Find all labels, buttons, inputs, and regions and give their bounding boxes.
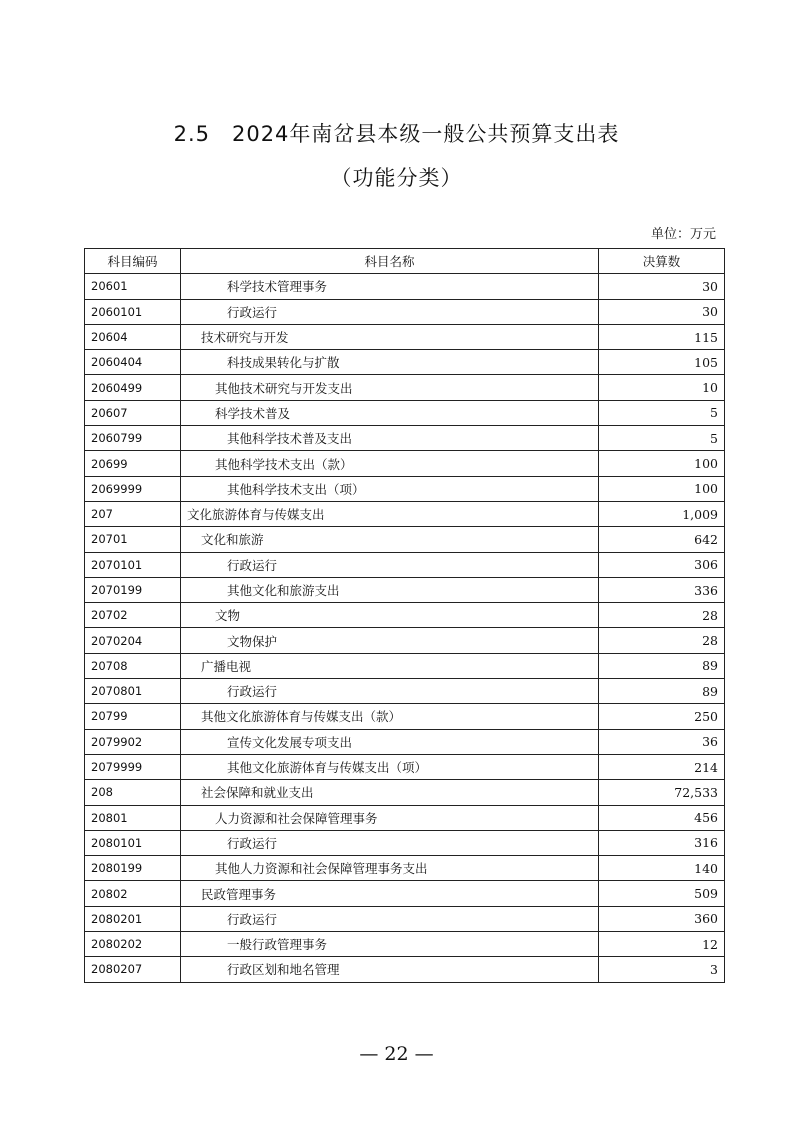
table-row xyxy=(85,274,725,299)
row-code: 2070199 xyxy=(85,577,181,602)
page-title: 2.5 2024年南岔县本级一般公共预算支出表 xyxy=(173,122,620,146)
table-row xyxy=(85,754,725,779)
table-row xyxy=(85,350,725,375)
row-name: 文物保护 xyxy=(181,628,599,653)
table-row xyxy=(85,830,725,855)
row-code: 2080207 xyxy=(85,957,181,982)
row-code: 2060799 xyxy=(85,426,181,451)
row-amount: 5 xyxy=(599,426,725,451)
table-row xyxy=(85,780,725,805)
row-code: 20708 xyxy=(85,653,181,678)
row-code: 207 xyxy=(85,501,181,526)
row-name: 民政管理事务 xyxy=(181,881,599,906)
row-amount: 336 xyxy=(599,577,725,602)
table-row xyxy=(85,653,725,678)
row-code: 2079902 xyxy=(85,729,181,754)
header-code: 科目编码 xyxy=(85,249,181,274)
row-amount: 89 xyxy=(599,653,725,678)
row-code: 2069999 xyxy=(85,476,181,501)
row-amount: 509 xyxy=(599,881,725,906)
table-row xyxy=(85,603,725,628)
row-amount: 28 xyxy=(599,628,725,653)
row-amount: 10 xyxy=(599,375,725,400)
row-amount: 115 xyxy=(599,324,725,349)
row-name: 其他文化旅游体育与传媒支出（项） xyxy=(181,754,599,779)
row-name: 行政区划和地名管理 xyxy=(181,957,599,982)
row-code: 2080101 xyxy=(85,830,181,855)
row-amount: 360 xyxy=(599,906,725,931)
row-name: 一般行政管理事务 xyxy=(181,932,599,957)
row-code: 2080202 xyxy=(85,932,181,957)
row-amount: 72,533 xyxy=(599,780,725,805)
table-row xyxy=(85,805,725,830)
row-name: 其他科学技术普及支出 xyxy=(181,426,599,451)
page-number: — 22 — xyxy=(359,1043,434,1065)
table-row xyxy=(85,501,725,526)
table-row xyxy=(85,324,725,349)
row-amount: 105 xyxy=(599,350,725,375)
row-code: 208 xyxy=(85,780,181,805)
row-amount: 3 xyxy=(599,957,725,982)
row-code: 2060499 xyxy=(85,375,181,400)
row-name: 行政运行 xyxy=(181,552,599,577)
row-name: 社会保障和就业支出 xyxy=(181,780,599,805)
row-name: 其他文化和旅游支出 xyxy=(181,577,599,602)
row-name: 文化旅游体育与传媒支出 xyxy=(181,501,599,526)
row-amount: 30 xyxy=(599,274,725,299)
row-amount: 306 xyxy=(599,552,725,577)
row-name: 其他科学技术支出（项） xyxy=(181,476,599,501)
budget-table xyxy=(84,248,725,983)
row-amount: 250 xyxy=(599,704,725,729)
row-code: 20607 xyxy=(85,400,181,425)
row-name: 宣传文化发展专项支出 xyxy=(181,729,599,754)
row-code: 2079999 xyxy=(85,754,181,779)
table-row xyxy=(85,426,725,451)
table-row xyxy=(85,679,725,704)
row-name: 广播电视 xyxy=(181,653,599,678)
row-code: 20601 xyxy=(85,274,181,299)
row-code: 2070801 xyxy=(85,679,181,704)
row-code: 2080199 xyxy=(85,856,181,881)
row-name: 行政运行 xyxy=(181,830,599,855)
table-row xyxy=(85,932,725,957)
unit-label: 单位：万元 xyxy=(650,227,716,242)
row-amount: 28 xyxy=(599,603,725,628)
table-row xyxy=(85,451,725,476)
row-amount: 36 xyxy=(599,729,725,754)
row-name: 科技成果转化与扩散 xyxy=(181,350,599,375)
row-name: 文化和旅游 xyxy=(181,527,599,552)
row-name: 技术研究与开发 xyxy=(181,324,599,349)
row-name: 行政运行 xyxy=(181,299,599,324)
row-code: 2060101 xyxy=(85,299,181,324)
table-row xyxy=(85,957,725,982)
row-amount: 30 xyxy=(599,299,725,324)
row-amount: 642 xyxy=(599,527,725,552)
table-row xyxy=(85,906,725,931)
row-amount: 100 xyxy=(599,476,725,501)
page-subtitle: （功能分类） xyxy=(330,166,463,190)
row-code: 20802 xyxy=(85,881,181,906)
table-row xyxy=(85,628,725,653)
row-amount: 214 xyxy=(599,754,725,779)
header-amount: 决算数 xyxy=(599,249,725,274)
row-code: 20604 xyxy=(85,324,181,349)
row-name: 其他科学技术支出（款） xyxy=(181,451,599,476)
row-name: 文物 xyxy=(181,603,599,628)
row-code: 20701 xyxy=(85,527,181,552)
row-amount: 456 xyxy=(599,805,725,830)
row-code: 2070204 xyxy=(85,628,181,653)
table-row xyxy=(85,299,725,324)
table-row xyxy=(85,729,725,754)
row-name: 其他人力资源和社会保障管理事务支出 xyxy=(181,856,599,881)
row-code: 20702 xyxy=(85,603,181,628)
row-code: 20799 xyxy=(85,704,181,729)
table-row xyxy=(85,856,725,881)
row-code: 2070101 xyxy=(85,552,181,577)
table-header-row xyxy=(85,249,725,274)
row-code: 20699 xyxy=(85,451,181,476)
row-amount: 140 xyxy=(599,856,725,881)
row-amount: 1,009 xyxy=(599,501,725,526)
row-name: 其他文化旅游体育与传媒支出（款） xyxy=(181,704,599,729)
row-name: 科学技术管理事务 xyxy=(181,274,599,299)
row-name: 科学技术普及 xyxy=(181,400,599,425)
table-row xyxy=(85,552,725,577)
row-amount: 89 xyxy=(599,679,725,704)
table-row xyxy=(85,527,725,552)
row-amount: 12 xyxy=(599,932,725,957)
row-code: 2060404 xyxy=(85,350,181,375)
header-name: 科目名称 xyxy=(181,249,599,274)
table-row xyxy=(85,577,725,602)
table-row xyxy=(85,400,725,425)
row-amount: 316 xyxy=(599,830,725,855)
table-row xyxy=(85,881,725,906)
table-row xyxy=(85,704,725,729)
row-code: 2080201 xyxy=(85,906,181,931)
row-amount: 100 xyxy=(599,451,725,476)
row-name: 行政运行 xyxy=(181,679,599,704)
row-amount: 5 xyxy=(599,400,725,425)
table-row xyxy=(85,375,725,400)
row-code: 20801 xyxy=(85,805,181,830)
row-name: 人力资源和社会保障管理事务 xyxy=(181,805,599,830)
table-row xyxy=(85,476,725,501)
row-name: 行政运行 xyxy=(181,906,599,931)
row-name: 其他技术研究与开发支出 xyxy=(181,375,599,400)
